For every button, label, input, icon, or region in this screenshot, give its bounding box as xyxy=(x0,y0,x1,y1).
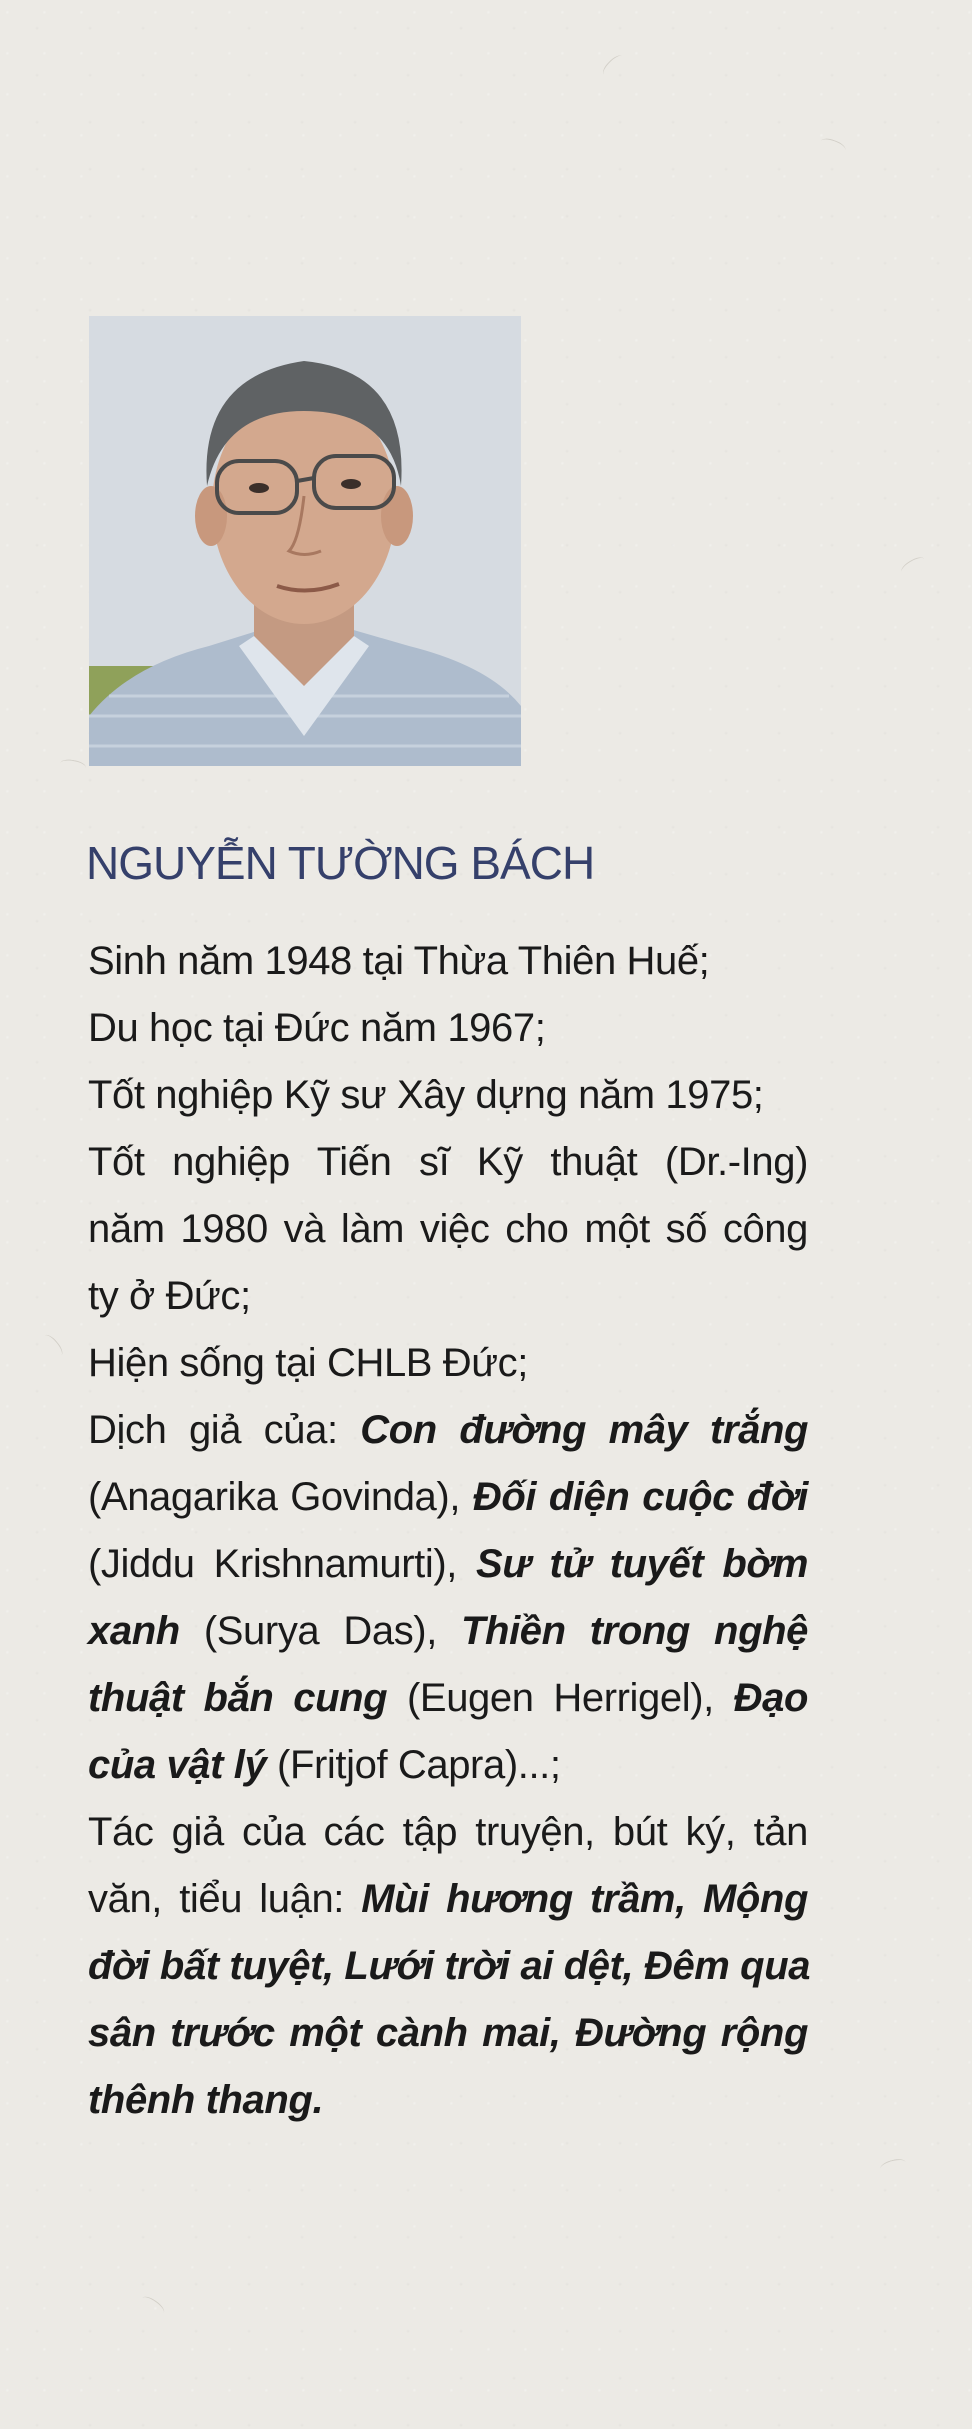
bio-text: (Fritjof Capra)...; xyxy=(266,1743,561,1787)
bio-text: năm 1980 và làm việc cho một số công xyxy=(88,1207,808,1251)
bio-line xyxy=(88,1665,808,1732)
bio-line xyxy=(88,1799,808,1866)
bio-text: văn, tiểu luận: xyxy=(88,1877,362,1921)
book-title-text: Mùi hương trầm, Mộng xyxy=(361,1877,809,1921)
bio-text: (Surya Das), xyxy=(179,1609,462,1653)
bio-line xyxy=(88,1397,808,1464)
bio-line xyxy=(88,1330,808,1397)
book-title-text: đời bất tuyệt, Lưới trời ai dệt, Đêm qua xyxy=(88,1944,811,1988)
book-title-text: xanh xyxy=(88,1609,180,1653)
book-title-text: Con đường mây trắng xyxy=(360,1408,809,1452)
bio-text: Tốt nghiệp Kỹ sư Xây dựng năm 1975; xyxy=(88,1073,764,1117)
bio-line xyxy=(88,1866,808,1933)
bio-line xyxy=(88,1263,808,1330)
book-title-text: Đối diện cuộc đời xyxy=(472,1475,808,1519)
bio-text: (Eugen Herrigel), xyxy=(387,1676,734,1720)
bio-text: Hiện sống tại CHLB Đức; xyxy=(88,1341,528,1385)
bio-text: Tác giả của các tập truyện, bút ký, tản xyxy=(88,1810,808,1854)
book-title-text: sân trước một cành mai, Đường rộng xyxy=(88,2011,808,2055)
book-title-text: thuật bắn cung xyxy=(88,1676,388,1720)
bio-text: Dịch giả của: xyxy=(88,1408,361,1452)
book-title-text: của vật lý xyxy=(88,1743,267,1787)
bio-line xyxy=(88,2000,808,2067)
book-title-text: Sư tử tuyết bờm xyxy=(476,1542,808,1586)
bio-text: Sinh năm 1948 tại Thừa Thiên Huế; xyxy=(88,939,710,983)
author-portrait xyxy=(89,316,521,766)
bio-line xyxy=(88,1732,808,1799)
bio-line xyxy=(88,1129,808,1196)
bio-line xyxy=(88,1196,808,1263)
bio-line xyxy=(88,1531,808,1598)
bio-line xyxy=(88,1062,808,1129)
bio-line xyxy=(88,928,808,995)
author-name: NGUYỄN TƯỜNG BÁCH xyxy=(86,837,595,889)
book-title-text: Đạo xyxy=(733,1676,809,1720)
bio-line xyxy=(88,1598,808,1665)
book-title-text: thênh thang. xyxy=(88,2078,324,2122)
bio-line xyxy=(88,1464,808,1531)
book-title-text: Thiền trong nghệ xyxy=(461,1609,808,1653)
author-biography xyxy=(88,928,811,2134)
bio-line xyxy=(88,2067,808,2134)
bio-text: Tốt nghiệp Tiến sĩ Kỹ thuật (Dr.-Ing) xyxy=(88,1140,808,1184)
portrait-illustration xyxy=(89,316,521,766)
bio-line xyxy=(88,995,808,1062)
bio-line xyxy=(88,1933,811,2000)
bio-text: (Jiddu Krishnamurti), xyxy=(88,1542,477,1586)
bio-text: ty ở Đức; xyxy=(88,1274,251,1318)
bio-text: Du học tại Đức năm 1967; xyxy=(88,1006,546,1050)
bio-text: (Anagarika Govinda), xyxy=(88,1475,473,1519)
